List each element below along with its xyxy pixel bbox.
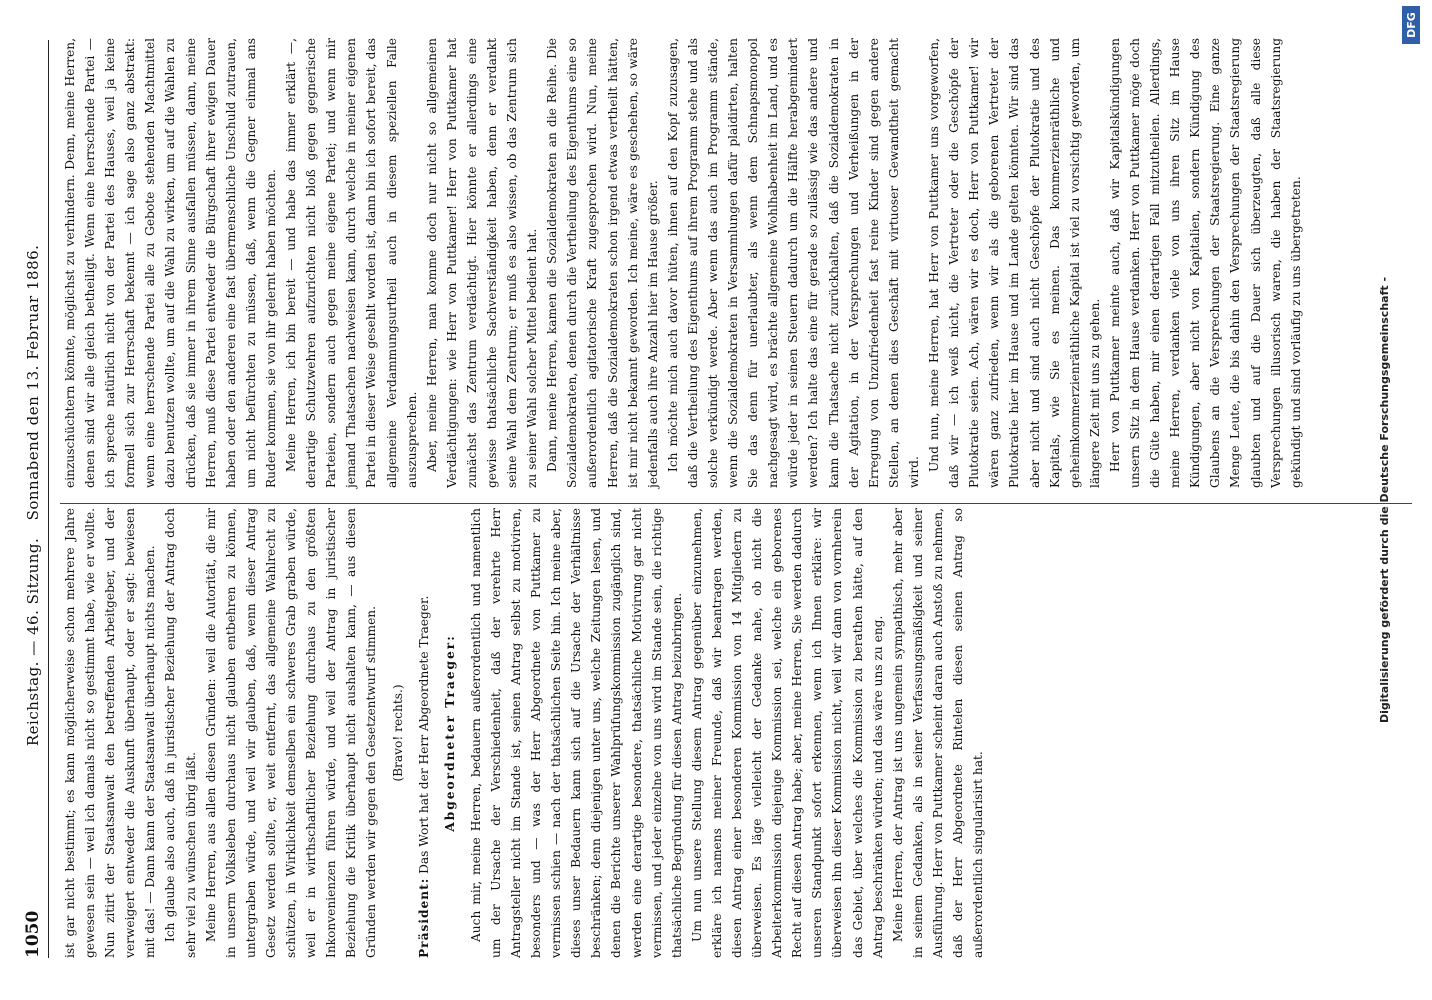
digitization-footer bbox=[1368, 0, 1432, 1000]
page-number: 1050 bbox=[23, 910, 43, 958]
paragraph: Aber, meine Herren, man komme doch nur nicht so allgemeinen Verdächtigungen: wie Herr von Puttkamer! Herr von Puttkamer hat zunächst das Zentrum verdächtigt. Hier könnte er allerdings eine gewisse thatsächliche Sachverständigkeit haben, denn er verdankt seine Wahl dem Zentrum; er muß es also wissen, ob das Zentrum sich zu seiner Wahl solcher Mittel bedient hat. bbox=[424, 38, 540, 488]
page-header bbox=[18, 40, 49, 958]
paragraph: Und nun, meine Herren, hat Herr von Puttkamer uns vorgeworfen, daß wir — ich weiß nicht, die Vertreter oder die Geschöpfe der Plutokratie seien. Ach, wären wir es doch, Herr von Puttkamer! wir wären ganz zufrieden, wenn wir als die geborenen Vertreter der Plutokratie hier im Hause und im Lande gelten könnten. Wir sind das aber nicht und sind auch nicht Geschöpfe der Plutokratie und des Kapitals, wie Sie es meinen. Das kommerzienräthliche und geheimkommerzienräthliche Kapital ist viel zu vorsichtig geworden, um längere Zeit mit uns zu gehen. bbox=[927, 38, 1102, 488]
right-column bbox=[60, 38, 1306, 488]
paragraph: Ich glaube also auch, daß in juristischer Beziehung der Antrag doch sehr viel zu wünschen übrig läßt. bbox=[163, 508, 198, 958]
speaker-name: Abgeordneter Traeger: bbox=[442, 634, 457, 832]
session-title: Reichstag. — 46. Sitzung. bbox=[24, 537, 42, 747]
paragraph: Meine Herren, ich bin bereit — und habe das immer erklärt —, derartige Schutzwehren aufzurichten nicht bloß gegen gegnerische Parteien, sondern auch gegen meine eigene Partei; und wenn mir jemand Thatsachen nachweisen kann, durch welche in meiner eigenen Partei in dieser Weise gesehlt worden ist, dann bin ich sofort bereit, das allgemeine Verdammungsurtheil auch in diesem speziellen Falle auszusprechen. bbox=[284, 38, 419, 488]
paragraph: Meine Herren, der Antrag ist uns ungemein sympathisch, mehr aber in seinem Gedanken, als in seiner Verfassungsmäßigkeit und seiner Ausführung. Herr von Puttkamer scheint daran auch Anstoß zu nehmen, daß der Herr Abgeordnete Rintelen diesen seinen Antrag so außerordentlich singularisirt hat. bbox=[890, 508, 986, 958]
session-date: Sonnabend den 13. Februar 1886. bbox=[24, 244, 42, 521]
running-title bbox=[24, 80, 42, 911]
left-column bbox=[60, 508, 988, 958]
paragraph: Um nun unsere Stellung diesem Antrag gegenüber einzunehmen, erkläre ich namens meiner Freunde, daß wir beantragen werden, diesen Antrag einer besonderen Kommission von 14 Mitgliedern zu überweisen. Es läge vielleicht der Gedanke nahe, ob nicht die Arbeiterkommission diejenige Kommission sei, welche ein geborenes Recht auf diesen Antrag habe; aber, meine Herren, Sie werden dadurch unseren Standpunkt sofort erkennen, wenn ich Ihnen erkläre: wir überweisen ihn dieser Kommission nicht, weil wir dann von vornherein das Gebiet, über welches die Kommission zu berathen hätte, auf den Antrag beschränken würden; und das wäre uns zu eng. bbox=[689, 508, 885, 958]
paragraph: einzuschüchtern könnte, möglichst zu verhindern. Denn, meine Herren, denen sind wir alle gleich betheiligt. Wenn eine herrschende Partei — ich spreche natürlich nicht von der Partei des Hauses, weil ja keine formell sich zur Herrschaft bekennt — ich sage also ganz abstrakt: wenn eine herrschende Partei alle zu Gebote stehenden Machtmittel dazu benutzen wollte, um auf die Wahl zu wirken, um auf die Wahlen zu drücken, daß sie immer in ihrem Sinne ausfallen müssen, dann, meine Herren, muß diese Partei entweder die Bürgschaft ihrer ewigen Dauer haben oder den anderen eine fast übermenschliche Unschuld zutrauen, um nicht befürchten zu müssen, daß, wenn die Gegner einmal ans Ruder kommen, sie von ihr gelernt haben möchten. bbox=[63, 38, 278, 488]
applause-note: (Bravo! rechts.) bbox=[390, 684, 405, 782]
paragraph: Herr von Puttkamer meinte auch, daß wir Kapitalskündigungen unsern Sitz in dem Hause verdanken. Herr von Puttkamer möge doch die Güte haben, mir einen derartigen Fall mitzutheilen. Allerdings, meine Herren, verdanken viele von uns ihren Sitz im Hause Kündigungen, aber nicht von Kapitalien, sondern Kündigung des Glaubens an die Versprechungen der Staatsregierung. Eine ganze Menge Leute, die bis dahin den Versprechungen der Staatsregierung glaubten und auf die Dauer sich überzeugten, daß alle diese Versprechungen illusorisch waren, die haben der Staatsregierung gekündigt und sind vorläufig zu uns übergetreten. bbox=[1107, 38, 1303, 488]
paragraph: ist gar nicht bestimmt; es kann möglicherweise schon mehrere Jahre gewesen sein — weil ich damals nicht so gestimmt habe, wie er wollte. Nun zitirt der Staatsanwalt den betreffenden Arbeitgeber, und der verweigert entweder die Auskunft überhaupt, oder er sagt: bewiesen mit das! — Dann kann der Staatsanwalt überhaupt nichts machen. bbox=[63, 508, 158, 958]
paragraph: Ich möchte mich auch davor hüten, ihnen auf den Kopf zuzusagen, daß die Vertheilung des Eigenthums auf ihrem Programm stehe und als solche verkündigt werde. Aber wenn das auch im Programm stände, wenn die Sozialdemokraten in Versammlungen dafür plaidirten, halten Sie das denn für unerlaubter, als wenn dem Schnapsmonopol nachgesagt wird, es brächte allgemeine Wohlhabenheit im Land, und es würde jeder in seinen Steuern dadurch um die Hälfte herabgemindert werden? Ich halte das eine für gerade so zulässig wie das andere und kann die Thatsache nicht zurückhalten, daß die Sozialdemokraten in der Agitation, in der Versprechungen und Verheißungen in der Erregung von Unzufriedenheit fast reine Kinder sind gegen andere Stellen, an denen dies Geschäft mit virtuoser Gewandtheit gemacht wird. bbox=[665, 38, 921, 488]
dfg-logo: DFG bbox=[1402, 6, 1420, 44]
speaker-label: Präsident: bbox=[416, 877, 431, 958]
column-divider bbox=[60, 503, 1412, 504]
president-line bbox=[414, 508, 434, 958]
paragraph: Meine Herren, aus allen diesen Gründen: weil die Autorität, die mir in unserm Volksleben durchaus nicht glauben entbehren zu können, untergraben würde, und weil wir glauben, daß, wenn dieser Antrag Gesetz werden sollte, er, weit entfernt, das allgemeine Wahlrecht zu schützen, in Wirklichkeit demselben ein schweres Grab graben würde, weil er in wirthschaftlicher Beziehung durchaus zu den größten Inkonvenienzen führen würde, und weil der Antrag in juristischer Beziehung die Kritik überhaupt nicht aushalten kann, — aus diesen Gründen werden wir gegen den Gesetzentwurf stimmen. bbox=[203, 508, 379, 958]
paragraph: Auch mir, meine Herren, bedauern außerordentlich und namentlich um der Ursache der Verschiedenheit, daß der verehrte Herr Antragsteller nicht im Stande ist, seinen Antrag selbst zu motiviren, besonders und — was der Herr Abgeordnete von Puttkamer zu vermissen schien — nach der thatsächlichen Seite hin. Ich meine aber, dieses unser Bedauern kann sich auf die Ursache der Verhältnisse beschränken; denn diejenigen unter uns, welche Zeitungen lesen, und denen die Berichte unserer Wahlprüfungskommission zugänglich sind, werden eine derartige besondere, thatsächliche Motivirung gar nicht vermissen, und jeder einzelne von uns wird im Stande sein, die richtige thatsächliche Begründung für diesen Antrag beizubringen. bbox=[468, 508, 684, 958]
paragraph: Dann, meine Herren, kamen die Sozialdemokraten an die Reihe. Die Sozialdemokraten, denen durch die Vertheilung des Eigenthums eine so außerordentlich agitatorische Kraft zugesprochen wird. Nun, meine Herren, daß die Sozialdemokraten schon irgend etwas vertheilt hätten, ist mir nicht bekannt geworden. Ich meine, wäre es geschehen, so wäre jedenfalls auch ihre Anzahl hier im Hause größer. bbox=[545, 38, 660, 488]
digitization-note: Digitalisierung gefördert durch die Deutsche Forschungsgemeinschaft - bbox=[1378, 276, 1391, 724]
president-text: Das Wort hat der Herr Abgeordnete Traeger. bbox=[416, 595, 431, 874]
speaker-heading bbox=[440, 508, 460, 958]
